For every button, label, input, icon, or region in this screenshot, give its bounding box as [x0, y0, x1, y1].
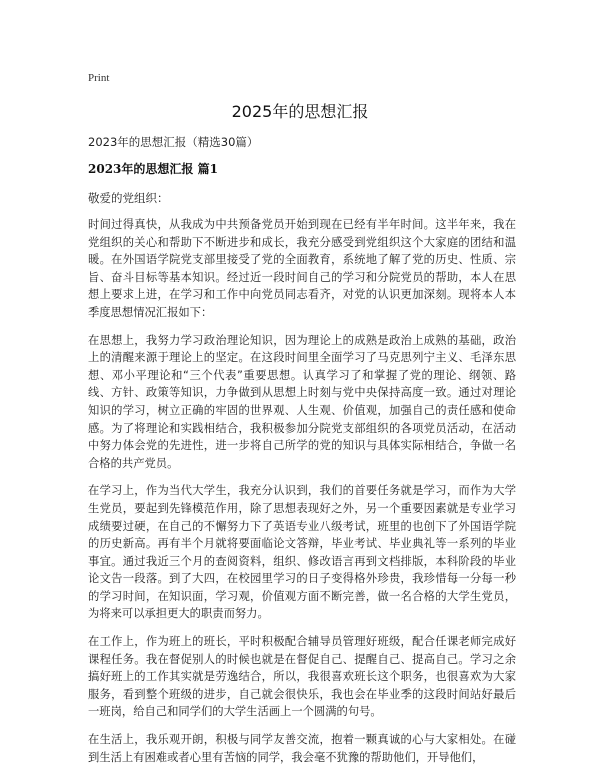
- document-subtitle: 2023年的思想汇报（精选30篇）: [88, 135, 259, 149]
- paragraph-work: 在工作上，作为班上的班长，平时积极配合辅导员管理好班级，配合任课老师完成好课程任务。我在督促别人的时候也就是在督促自己、提醒自己、提高自己。学习之余搞好班上的工作其实就是劳逸结合，所以，我很喜欢班长这个职务，也很喜欢为大家服务，看到整个班级的进步，自己就会很快乐，我也会在毕业季的这段时间站好最后一班岗，给自己和同学们的大学生活画上一个圆满的句号。: [88, 635, 516, 719]
- salutation: 敬爱的党组织：: [88, 191, 169, 205]
- paragraph-life: 在生活上，我乐观开朗，积极与同学友善交流，抱着一颗真诚的心与大家相处。在碰到生活上有困难或者心里有苦恼的同学，我会毫不犹豫的帮助他们，开导他们，: [88, 733, 516, 764]
- paragraph-intro: 时间过得真快，从我成为中共预备党员开始到现在已经有半年时间。这半年来，我在党组织的关心和帮助下不断进步和成长，我充分感受到党组织这个大家庭的团结和温暖。在外国语学院党支部里接受了党的全面教育，系统地了解了党的历史、性质、宗旨、奋斗目标等基本知识。经过近一段时间自己的学习和分院党员的帮助，本人在思想上要求上进，在学习和工作中向党员同志看齐，对党的认识更加深刻。现将本人本季度思想情况汇报如下：: [88, 218, 516, 319]
- body-text: [88, 216, 516, 776]
- print-link[interactable]: Print: [88, 72, 110, 84]
- document-title: 2025年的思想汇报: [231, 102, 369, 121]
- paragraph-study: 在学习上，作为当代大学生，我充分认识到，我们的首要任务就是学习，而作为大学生党员，要起到先锋模范作用，除了思想表现好之外，另一个重要因素就是专业学习成绩要过硬，在自己的不懈努力下了英语专业八级考试，班里的也创下了外国语学院的历史新高。再有半个月就将要面临论文答辩，毕业考试、毕业典礼等一系列的毕业事宜。通过我近三个月的查阅资料，组织、修改语言再到文档排版，本科阶段的毕业论文告一段落。到了大四，在校园里学习的日子变得格外珍贵，我珍惜每一分每一秒的学习时间，在知识面，学习观，价值观方面不断完善，做一名合格的大学生党员，为将来可以承担更大的职责而努力。: [88, 484, 516, 621]
- paragraph-thought: 在思想上，我努力学习政治理论知识，因为理论上的成熟是政治上成熟的基础，政治上的清醒来源于理论上的坚定。在这段时间里全面学习了马克思列宁主义、毛泽东思想、邓小平理论和“三个代表”重要思想。认真学习了和掌握了党的理论、纲领、路线、方针、政策等知识，力争做到从思想上时刻与党中央保持高度一致。通过对理论知识的学习，树立正确的牢固的世界观、人生观、价值观，加强自己的责任感和使命感。为了将理论和实践相结合，我积极参加分院党支部组织的各项党员活动，在活动中努力体会党的先进性，进一步将自己所学的党的知识与具体实际相结合，争做一名合格的共产党员。: [88, 333, 516, 470]
- section-title: 2023年的思想汇报 篇1: [88, 162, 218, 176]
